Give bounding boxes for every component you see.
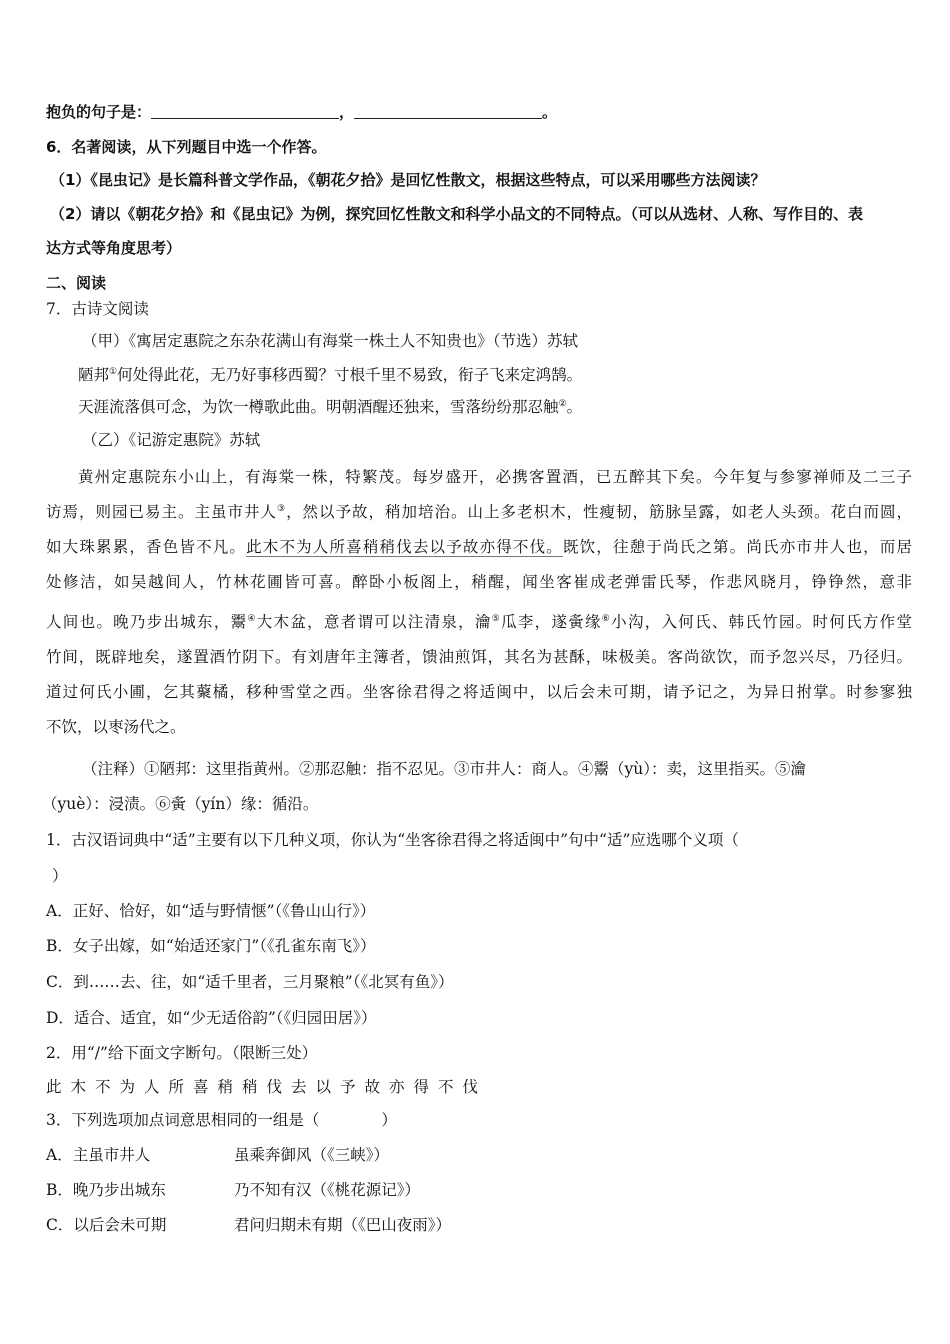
q2-stem: 2．用“/”给下面文字断句。（限断三处） <box>46 1044 318 1062</box>
q1-option-b[interactable]: B．女子出嫁，如“始适还家门”（《孔雀东南飞》） <box>46 937 376 955</box>
footnote-ref: ③ <box>276 504 287 514</box>
separator: ， <box>339 103 355 121</box>
text: 小沟，入何氏、韩氏竹园。时何氏方作堂 <box>611 613 912 631</box>
answer-blank-2[interactable] <box>354 104 542 119</box>
text: 如大珠累累，香色皆不凡。 <box>46 538 247 556</box>
option-left: C．以后会未可期 <box>46 1216 167 1234</box>
option-right: 乃不知有汉（《桃花源记》） <box>234 1181 421 1199</box>
text: 大木盆，意者谓可以注清泉，瀹 <box>256 613 492 631</box>
poem-line-2 <box>78 396 582 418</box>
prose-line-4: 处修洁，如吴越间人，竹林花圃皆可喜。醉卧小板阁上，稍醒，闻坐客崔成老弹雷氏琴，作悲风晓月，铮铮然，意非 <box>46 573 912 591</box>
q6-sub1: （1）《昆虫记》是长篇科普文学作品，《朝花夕拾》是回忆性散文，根据这些特点，可以采用哪些方法阅读？ <box>50 171 766 189</box>
q2-text: 此木不为人所喜稍稍伐去以予故亦得不伐 <box>46 1078 488 1096</box>
poem-line-1 <box>78 364 582 386</box>
option-left: B．晚乃步出城东 <box>46 1181 166 1199</box>
answer-blank-1[interactable] <box>151 104 339 119</box>
q1-stem: 1．古汉语词典中“适”主要有以下几种义项，你认为“坐客徐君得之将适闽中”句中“适”应选哪个义项（ <box>46 831 739 849</box>
option-left: A．主虽市井人 <box>46 1146 151 1164</box>
footnote-ref: ② <box>558 399 567 409</box>
prose-yi-title: （乙）《记游定惠院》苏轼 <box>82 431 261 449</box>
prose-line-8: 不饮，以枣汤代之。 <box>46 718 186 736</box>
prose-line-5 <box>46 611 912 633</box>
underlined-sentence: 此木不为人所喜稍稍伐去以予故亦得不伐。 <box>246 538 563 556</box>
q6-sub2: （2）请以《朝花夕拾》和《昆虫记》为例，探究回忆性散文和科学小品文的不同特点。（可以从选材、人称、写作目的、表 <box>50 205 863 223</box>
option-right: 君问归期未有期（《巴山夜雨》） <box>234 1216 452 1234</box>
prose-line-2 <box>46 501 912 523</box>
q3-option-b[interactable] <box>46 1179 646 1201</box>
prose-line-7: 道过何氏小圃，乞其藂橘，移种雪堂之西。坐客徐君得之将适闽中，以后会未可期，请予记之，为异日拊掌。时参寥独 <box>46 683 912 701</box>
q3-stem: 3．下列选项加点词意思相同的一组是（ ） <box>46 1111 397 1129</box>
text: 何处得此花，无乃好事移西蜀？寸根千里不易致，衔子飞来定鸿鹄。 <box>117 366 583 384</box>
prose-line-1: 黄州定惠院东小山上，有海棠一株，特繁茂。每岁盛开，必携客置酒，已五醉其下矣。今年复与参寥禅师及二三子 <box>78 468 912 486</box>
prose-line-3 <box>46 536 912 558</box>
text: 。 <box>566 398 583 416</box>
text: 陋邦 <box>78 366 110 384</box>
text: 瓜李，遂夤缘 <box>501 613 602 631</box>
q1-option-a[interactable]: A．正好、恰好，如“适与野情惬”（《鲁山山行》） <box>46 902 376 920</box>
footnote-ref: ① <box>109 367 118 377</box>
notes-line-1: （注释）①陋邦：这里指黄州。②那忍触：指不忍见。③市井人：商人。④鬻（yù）：卖，这里指买。⑤瀹 <box>82 760 806 778</box>
q1-option-d[interactable]: D．适合、适宜，如“少无适俗韵”（《归园田居》） <box>46 1009 377 1027</box>
q3-option-a[interactable] <box>46 1144 646 1166</box>
q1-stem-close: ） <box>52 867 68 885</box>
text: 天涯流落俱可念，为饮一樽歌此曲。明朝酒醒还独来，雪落纷纷那忍触 <box>78 398 559 416</box>
text: 人间也。晚乃步出城东，鬻 <box>46 613 248 631</box>
text: 访焉，则园已易主。主虽市井人 <box>46 503 277 521</box>
text: 既饮，往憩于尚氏之第。尚氏亦市井人也，而居 <box>562 538 912 556</box>
footnote-ref: ⑥ <box>601 614 612 624</box>
q3-option-c[interactable] <box>46 1214 646 1236</box>
prose-line-6: 竹间，既辟地矣，遂置酒竹阴下。有刘唐年主簿者，馈油煎饵，其名为甚酥，味极美。客尚欲饮，而予忽兴尽，乃径归。 <box>46 648 912 666</box>
q5-answer-line <box>46 101 557 123</box>
poem-jia-title: （甲）《寓居定惠院之东杂花满山有海棠一株土人不知贵也》（节选）苏轼 <box>82 332 579 350</box>
footnote-ref: ④ <box>247 614 257 624</box>
notes-line-2: （yuè）：浸渍。⑥夤（yín）缘：循沿。 <box>42 795 319 813</box>
section-heading: 二、阅读 <box>46 274 107 292</box>
q1-option-c[interactable]: C．到……去、往，如“适千里者，三月聚粮”（《北冥有鱼》） <box>46 973 454 991</box>
q6-title: 6．名著阅读，从下列题目中选一个作答。 <box>46 138 327 156</box>
option-right: 虽乘奔御风（《三峡》） <box>234 1146 390 1164</box>
answer-label: 抱负的句子是： <box>46 103 152 121</box>
text: ，然以予故，稍加培治。山上多老枳木，性瘦韧，筋脉呈露，如老人头颈。花白而圆， <box>286 503 912 521</box>
footnote-ref: ⑤ <box>491 614 502 624</box>
period: 。 <box>542 103 558 121</box>
q7-title: 7．古诗文阅读 <box>46 300 149 318</box>
q6-sub2-cont: 达方式等角度思考） <box>46 239 182 257</box>
